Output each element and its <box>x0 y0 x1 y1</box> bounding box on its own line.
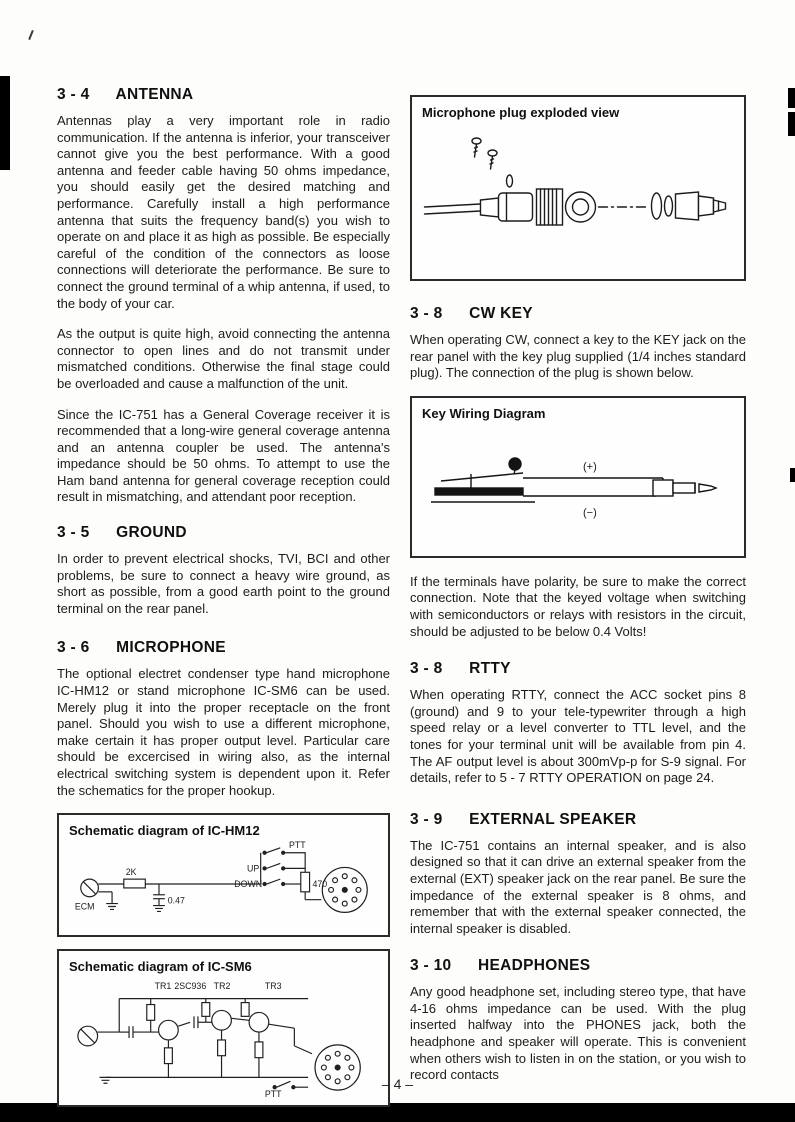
section-title: EXTERNAL SPEAKER <box>469 810 637 828</box>
label-tr1-type: 2SC936 <box>174 980 207 991</box>
section-number: 3 - 9 <box>410 810 443 828</box>
down-switch-symbol <box>263 879 301 885</box>
section-heading-cw-key <box>410 305 746 323</box>
section-heading-microphone <box>57 639 390 657</box>
label-tr1: TR1 <box>154 980 172 991</box>
scan-artifact-right <box>788 112 795 136</box>
label-ptt: PTT <box>289 841 306 851</box>
screw-parts <box>472 138 513 187</box>
section-heading-ground <box>57 524 390 542</box>
section-title: HEADPHONES <box>478 957 591 975</box>
section-number: 3 - 8 <box>410 660 443 678</box>
figure-title: Schematic diagram of IC-SM6 <box>69 959 252 975</box>
label-up: UP <box>246 863 260 874</box>
right-column <box>410 95 746 1098</box>
hm12-schematic-drawing <box>69 841 380 929</box>
label-ptt: PTT <box>264 1089 282 1100</box>
wires <box>523 478 663 496</box>
headphones-paragraph: Any good headphone set, including stereo type, that have 4-16 ohms impedance can be used. With the plug inserted halfway into the PHONES jack, both the headphone and speaker will operate. This is convenient when others wish to listen in on the station, or you wish to record contacts <box>410 984 746 1083</box>
section-heading-antenna <box>57 86 390 104</box>
label-tr3: TR3 <box>264 980 282 991</box>
label-047: 0.47 <box>167 895 185 906</box>
figure-schematic-hm12 <box>57 813 390 937</box>
scan-artifact-right <box>790 468 795 482</box>
transistor-tr2-symbol <box>212 1011 232 1031</box>
coupling-cap-1 <box>129 1026 133 1038</box>
section-number: 3 - 10 <box>410 957 452 975</box>
mic-symbol <box>78 1026 98 1046</box>
section-number: 3 - 5 <box>57 524 90 542</box>
scan-artifact-right <box>788 88 795 108</box>
left-column <box>57 86 390 1119</box>
scan-mark <box>28 30 34 40</box>
up-switch-symbol <box>263 864 306 870</box>
key-wiring-drawing <box>422 424 732 550</box>
cw-key-paragraph-2: If the terminals have polarity, be sure to make the correct connection. Note that the keyed voltage when switching with semiconductors or relays with resistors in the circuit, should be adjusted to be below 0.4 Volts! <box>410 573 746 639</box>
telegraph-key-symbol <box>431 458 535 502</box>
rtty-paragraph: When operating RTTY, connect the ACC socket pins 8 (ground) and 9 to your tele-typewriter through a high speed relay or a level converter to TTL level, and the tones for your terminal unit will be available from pin 4. The AF output level is about 300mVp-p for S-9 signal. For details, refer to 5 - 7 RTTY OPERATION on page 24. <box>410 687 746 786</box>
mic-plug-drawing <box>422 123 732 273</box>
figure-key-wiring <box>410 396 746 558</box>
ground-paragraph: In order to prevent electrical shocks, TVI, BCI and other problems, be sure to connect a heavy wire ground, as short as possible, from a good earth point to the ground terminal on the rear panel. <box>57 551 390 616</box>
antenna-paragraph-1: Antennas play a very important role in radio communication. If the antenna is inferior, your transceiver cannot give you the best performance. With a good antenna and feeder cable having 50 ohms impedance, you should easily get the desired matching and performance. Carefully install a high performance antenna that suits the frequency band(s) you wish to operate on and place it as high as possible. Be especially careful of the condition of the connectors as loose connections will deteriorate the performance. Be sure to connect the ground terminal of a whip antenna, if used, to the body of your car. <box>57 113 390 311</box>
label-plus: (+) <box>583 460 597 473</box>
antenna-paragraph-3: Since the IC-751 has a General Coverage receiver it is recommended that a long-wire general coverage antenna and an antenna coupler be used. The antenna's impedance should be 50 ohms. To attempt to use the Ham band antenna for general coverage reception could result in mismatching, and attendant poor reception. <box>57 406 390 505</box>
section-title: ANTENNA <box>115 86 194 103</box>
figure-title: Schematic diagram of IC-HM12 <box>69 823 260 839</box>
figure-title: Key Wiring Diagram <box>422 405 546 421</box>
section-title: GROUND <box>116 524 187 542</box>
section-number: 3 - 6 <box>57 639 90 657</box>
label-tr2: TR2 <box>213 980 231 991</box>
section-number: 3 - 8 <box>410 305 443 322</box>
cw-key-paragraph-1: When operating CW, connect a key to the KEY jack on the rear panel with the key plug supplied (1/4 inches standard plug). The connection of the plug is shown below. <box>410 332 746 381</box>
label-470: 470 <box>312 879 328 890</box>
capacitor-047-symbol <box>153 884 165 911</box>
figure-title: Microphone plug exploded view <box>422 105 620 120</box>
transistor-tr1-symbol <box>159 1020 179 1040</box>
section-title: RTTY <box>469 660 511 678</box>
transistor-tr3-symbol <box>249 1013 269 1033</box>
plug-body-parts <box>481 189 726 225</box>
resistor-470-symbol <box>301 853 322 900</box>
label-2k: 2K <box>125 867 137 878</box>
section-title: MICROPHONE <box>116 639 226 657</box>
resistor-2k-symbol <box>124 879 146 888</box>
figure-mic-plug-exploded <box>410 95 746 281</box>
label-ecm: ECM <box>74 901 95 912</box>
section-heading-headphones <box>410 957 746 975</box>
page-number: – 4 – <box>381 1076 414 1092</box>
ecm-microphone-symbol <box>81 879 99 897</box>
section-number: 3 - 4 <box>57 86 90 103</box>
external-speaker-paragraph: The IC-751 contains an internal speaker, and is also designed so that it can drive an external speaker from the external (EXT) speaker jack on the rear panel. Be sure the impedance of the external speaker is 8 ohms, and remember that with the external speaker connected, the internal speaker is disabled. <box>410 837 747 936</box>
label-minus: (−) <box>583 506 597 519</box>
scan-artifact-left <box>0 76 10 170</box>
label-down: DOWN <box>234 879 263 890</box>
connector-plug-symbol <box>322 868 367 913</box>
coupling-cap-2 <box>194 1017 198 1029</box>
section-heading-external-speaker <box>410 811 746 829</box>
antenna-paragraph-2: As the output is quite high, avoid connecting the antenna connector to open lines and do not transmit under mismatched conditions. Otherwise the final stage could be overloaded and cause a malfunction of the unit. <box>57 326 390 391</box>
section-title: CW KEY <box>469 305 533 322</box>
cable <box>425 204 481 214</box>
microphone-paragraph: The optional electret condenser type hand microphone IC-HM12 or stand microphone IC-SM6 can be used. Merely plug it into the proper receptacle on the front panel. Should you wish to use a different microphone, make certain it has proper output level. Particular care should be excercised in wiring also, as the internal electrical switching system is dependent upon it. Refer the schematics for the proper hookup. <box>57 666 390 798</box>
section-heading-rtty <box>410 660 746 678</box>
phone-plug-symbol <box>653 480 716 496</box>
